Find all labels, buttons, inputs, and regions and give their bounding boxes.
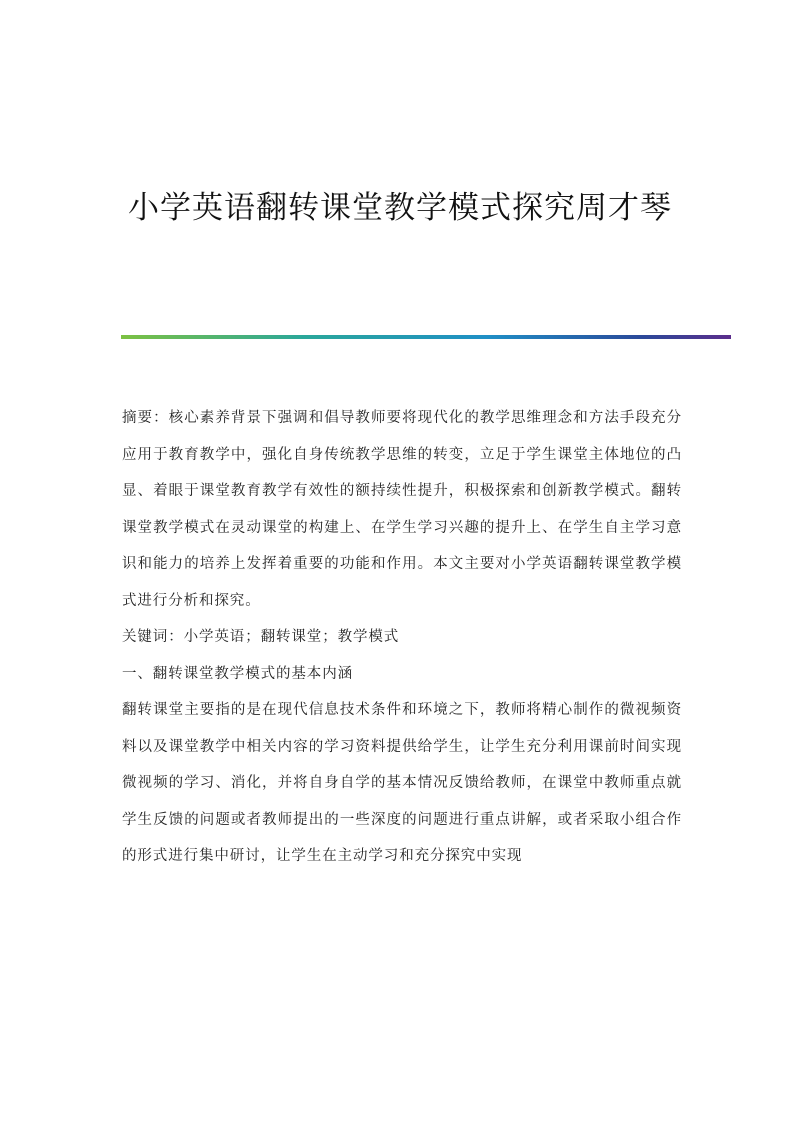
abstract-paragraph: 摘要：核心素养背景下强调和倡导教师要将现代化的教学思维理念和方法手段充分应用于教育教学中，强化自身传统教学思维的转变，立足于学生课堂主体地位的凸显、着眼于课堂教育教学有效性的额持续性提升，积极探索和创新教学模式。翻转课堂教学模式在灵动课堂的构建上、在学生学习兴趣的提升上、在学生自主学习意识和能力的培养上发挥着重要的功能和作用。本文主要对小学英语翻转课堂教学模式进行分析和探究。	[122, 410, 682, 609]
section-paragraph: 翻转课堂主要指的是在现代信息技术条件和环境之下，教师将精心制作的微视频资料以及课堂教学中相关内容的学习资料提供给学生，让学生充分利用课前时间实现微视频的学习、消化，并将自身自学的基本情况反馈给教师，在课堂中教师重点就学生反馈的问题或者教师提出的一些深度的问题进行重点讲解，或者采取小组合作的形式进行集中研讨，让学生在主动学习和充分探究中实现	[122, 702, 682, 864]
title-divider	[121, 335, 731, 339]
keywords-line: 关键词：小学英语；翻转课堂；教学模式	[122, 629, 400, 645]
section-heading: 一、翻转课堂教学模式的基本内涵	[122, 665, 353, 682]
document-body	[122, 400, 682, 875]
document-title: 小学英语翻转课堂教学模式探究周才琴	[128, 190, 672, 226]
